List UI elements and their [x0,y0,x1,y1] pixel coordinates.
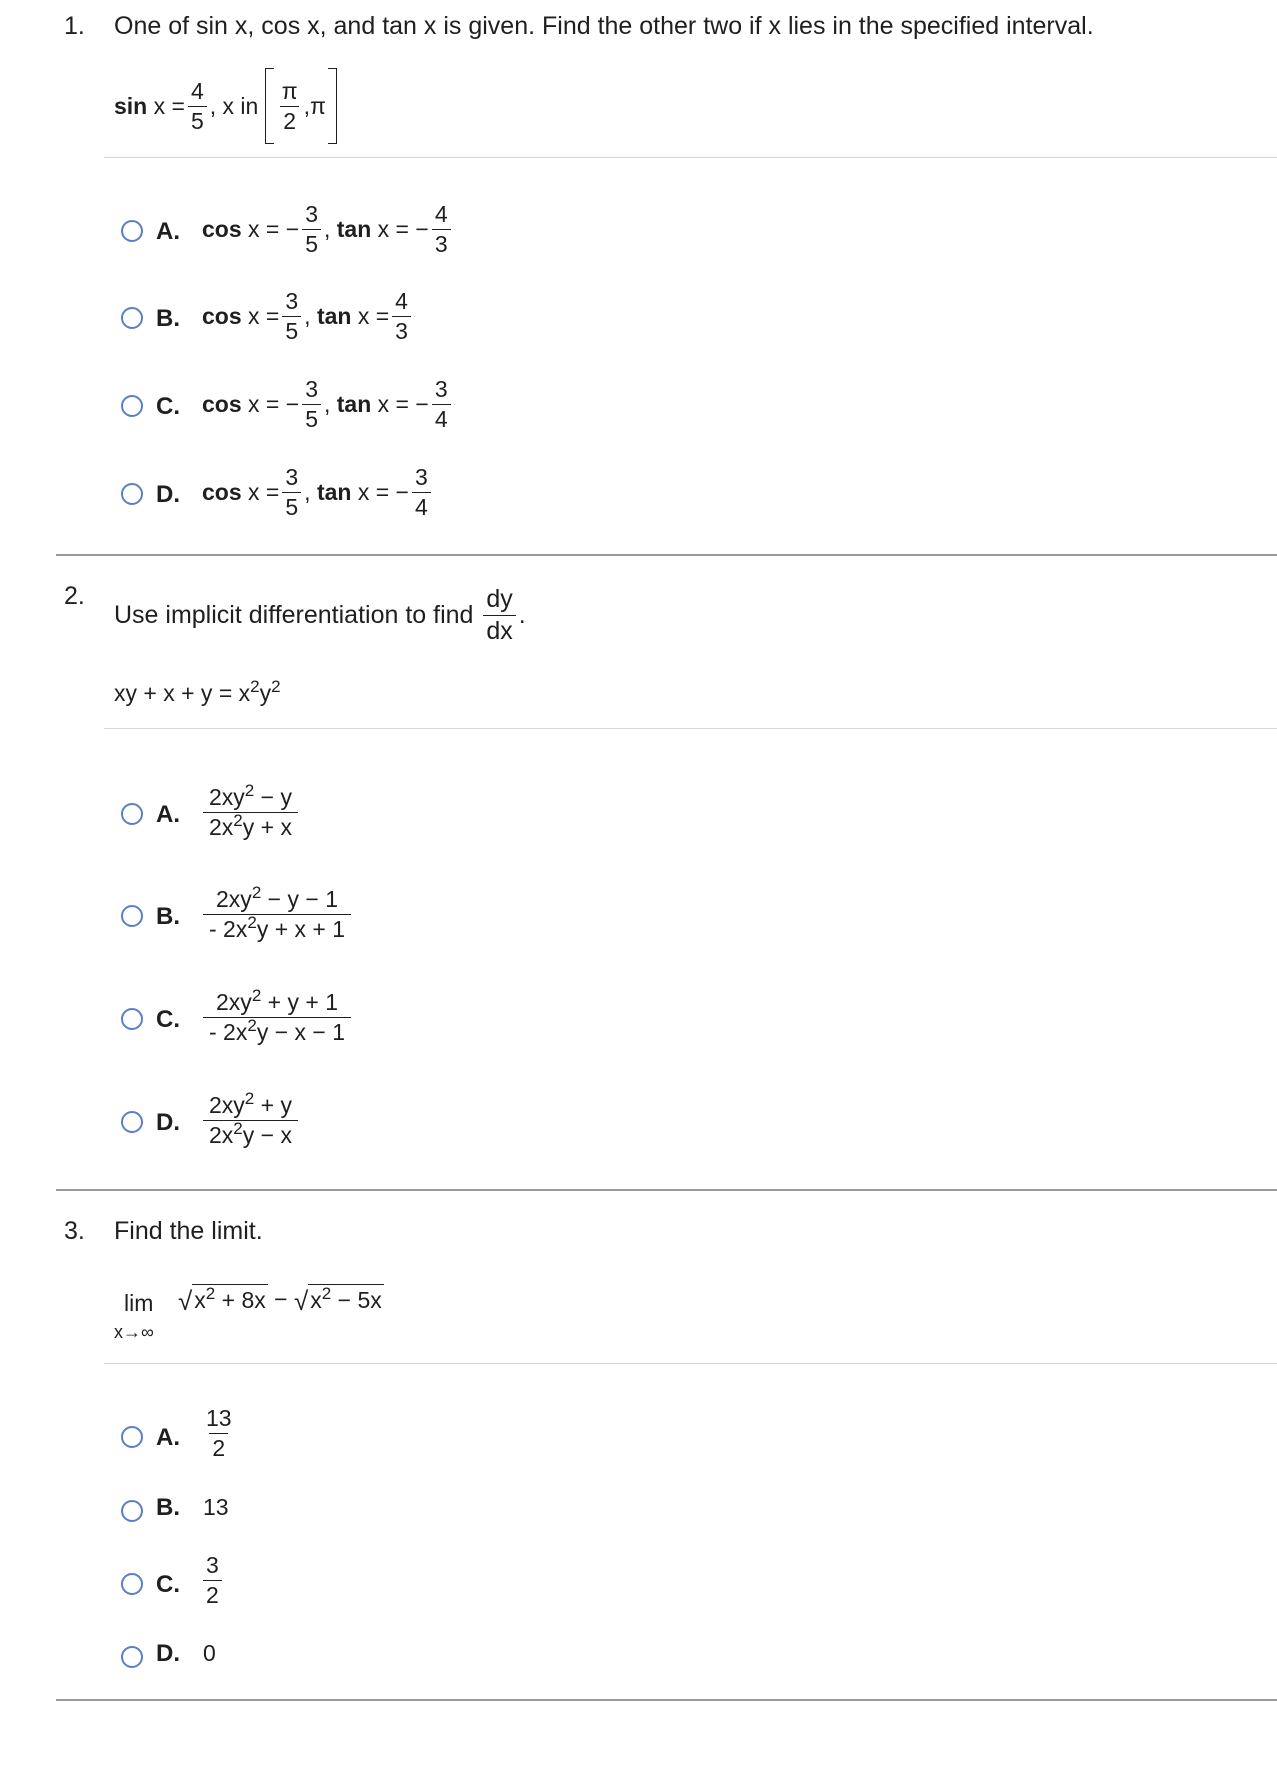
choice-letter: A. [156,1424,180,1451]
given-function: sin [114,92,148,119]
choice-letter: B. [156,305,180,332]
choice-expression: $\frac{2xy^2 + y + 1}{- 2x^2y - x - 1}$ [200,979,354,1055]
choice-expression: $\frac{13}{2}$ [206,1405,232,1461]
question-1-divider [104,157,1277,158]
radio-button[interactable] [121,1573,143,1595]
choice-expression: $\frac{2xy^2 - y}{2x^2y + x}$ [200,774,301,850]
question-3-number: 3. [64,1217,85,1245]
choice-expression: $\frac{3}{2}$ [200,1547,225,1613]
question-2-number: 2. [64,582,85,610]
interval-denominator: 2 [280,106,299,133]
choice-expression: cos x = − $\frac{3}{5}$ , tan x = − $\frac{4}{3}$ [202,196,454,262]
radio-button[interactable] [121,220,143,242]
given-var: x [153,92,166,119]
radio-button[interactable] [121,395,143,417]
question-1-given: sin x = $\frac{4}{5}$ , x in $\frac{\pi}{2}$ , π [114,68,337,144]
limit-body: √ $x^2 + 8x$ − √ $x^2 - 5x$ [178,1284,382,1316]
choice-letter: C. [156,1571,180,1598]
question-1-number: 1. [64,12,85,40]
choice-letter: A. [156,218,180,245]
radio-button[interactable] [121,803,143,825]
dx: dx [483,615,515,644]
given-denominator: 5 [188,106,207,133]
radio-button[interactable] [121,1426,143,1448]
choice-expression: cos x = − $\frac{3}{5}$ , tan x = − $\frac{3}{4}$ [202,371,454,437]
choice-letter: B. [156,1494,180,1521]
choice-letter: D. [156,1640,180,1667]
given-fraction [188,79,207,132]
interval-numerator: π [281,78,298,105]
choice-expression: $\frac{2xy^2 - y - 1}{- 2x^2y + x + 1}$ [200,876,354,952]
choice-expression: 0 [203,1640,216,1666]
question-2-equation: xy + $x + y = x^2y^2$ [114,677,281,706]
radio-button[interactable] [121,1646,143,1668]
choice-letter: C. [156,1006,180,1033]
question-2-prompt: Use implicit differentiation to find $\frac{dy}{dx}$ . [114,585,526,645]
given-in: x in [222,92,259,119]
choice-expression: cos x = $\frac{3}{5}$ , tan x = − $\frac{3}{4}$ [202,459,434,525]
radio-button[interactable] [121,905,143,927]
question-1-prompt: One of sin x, cos x, and tan x is given. Find the other two if x lies in the specified interval. [114,12,1094,40]
question-separator [56,1189,1277,1191]
question-3-divider [104,1363,1277,1364]
choice-letter: B. [156,903,180,930]
question-separator [56,554,1277,556]
choice-letter: C. [156,393,180,420]
choice-expression: cos x = $\frac{3}{5}$ , tan x = $\frac{4}{3}$ [202,283,414,349]
radio-button[interactable] [121,483,143,505]
interval-fraction [279,79,301,132]
choice-expression: 13 [203,1494,229,1520]
sqrt-1: √ $x^2 + 8x$ [178,1284,266,1316]
question-2-divider [104,728,1277,729]
lim-label: lim [124,1290,154,1316]
radio-button[interactable] [121,1008,143,1030]
lim-subscript: x→∞ [114,1322,154,1342]
interval-left-bracket [265,68,274,144]
question-separator [56,1699,1277,1701]
radio-button[interactable] [121,307,143,329]
choice-expression: $\frac{2xy^2 + y}{2x^2y - x}$ [200,1082,301,1158]
radio-button[interactable] [121,1111,143,1133]
sqrt-2: √ $x^2 - 5x$ [293,1284,382,1316]
choice-letter: D. [156,481,180,508]
dy: dy [486,585,513,614]
radio-button[interactable] [121,1500,143,1522]
given-numerator: 4 [190,78,204,105]
interval-end: π [309,92,326,119]
interval-right-bracket [328,68,337,144]
choice-letter: D. [156,1109,180,1136]
choice-letter: A. [156,801,180,828]
question-3-prompt: Find the limit. [114,1217,263,1245]
